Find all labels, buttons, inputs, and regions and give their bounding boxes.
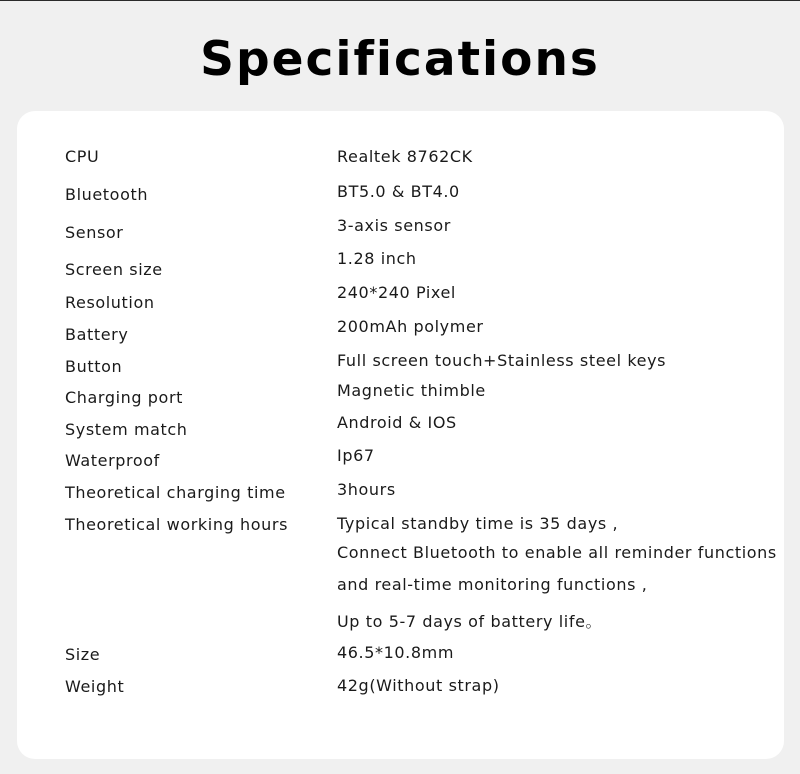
spec-label: System match	[65, 420, 188, 439]
spec-value: Magnetic thimble	[337, 381, 486, 400]
spec-value: Typical standby time is 35 days ,	[337, 514, 619, 533]
spec-label: Button	[65, 357, 123, 376]
spec-value: BT5.0 & BT4.0	[337, 182, 460, 201]
spec-value-continued: Up to 5-7 days of battery life。	[337, 612, 603, 631]
spec-value: 42g(Without strap)	[337, 676, 500, 695]
spec-label: Battery	[65, 325, 129, 344]
spec-value-continued: and real-time monitoring functions ,	[337, 575, 648, 594]
spec-value: 3-axis sensor	[337, 216, 451, 235]
spec-value: 3hours	[337, 480, 396, 499]
spec-label: Screen size	[65, 260, 163, 279]
spec-value: 1.28 inch	[337, 249, 417, 268]
spec-value-continued: Connect Bluetooth to enable all reminder functions	[337, 543, 777, 562]
spec-label: Charging port	[65, 388, 183, 407]
spec-value: Android & IOS	[337, 413, 457, 432]
top-divider	[0, 0, 800, 1]
spec-label: CPU	[65, 147, 100, 166]
specifications-card	[17, 111, 784, 759]
spec-value: 46.5*10.8mm	[337, 643, 455, 662]
spec-label: Theoretical charging time	[65, 483, 286, 502]
spec-label: Bluetooth	[65, 185, 149, 204]
spec-label: Weight	[65, 677, 125, 696]
spec-value: Full screen touch+Stainless steel keys	[337, 351, 667, 370]
spec-value: Realtek 8762CK	[337, 147, 473, 166]
spec-label: Theoretical working hours	[65, 515, 288, 534]
spec-value: Ip67	[337, 446, 375, 465]
spec-value: 240*240 Pixel	[337, 283, 456, 302]
spec-label: Size	[65, 645, 101, 664]
page-title: Specifications	[200, 32, 600, 87]
spec-label: Resolution	[65, 293, 155, 312]
spec-label: Sensor	[65, 223, 124, 242]
spec-label: Waterproof	[65, 451, 160, 470]
spec-value: 200mAh polymer	[337, 317, 484, 336]
